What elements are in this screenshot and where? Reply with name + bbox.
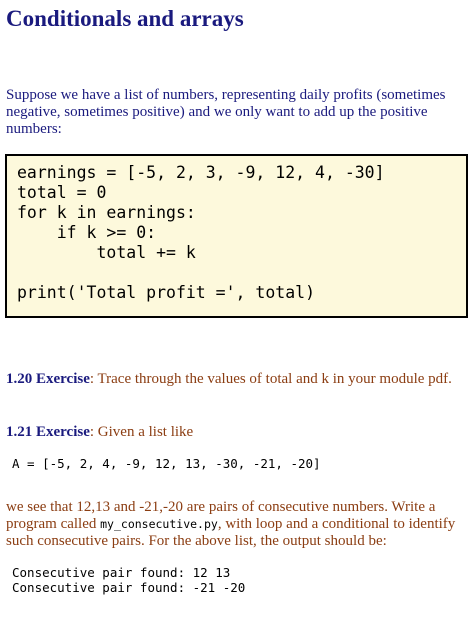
intro-paragraph: Suppose we have a list of numbers, representing daily profits (sometimes negative, sometimes positive) and we only want to add up the positive numbers: [6,87,446,137]
description-before: we see that 12,13 and -21,-20 are pairs of consecutive numbers. Write a program called [6,499,436,532]
code-block-text: earnings = [-5, 2, 3, -9, 12, 4, -30] total = 0 for k in earnings: if k >= 0: total += k print('Total profit =', total) [17,163,385,302]
list-example-code: A = [-5, 2, 4, -9, 12, 13, -30, -21, -20] [12,456,321,471]
exercise-1-21 [6,424,193,441]
exercise-1-20-label: 1.20 Exercise [6,371,90,387]
code-block [5,154,468,318]
exercise-1-20 [6,371,452,388]
filename-code: my_consecutive.py [100,517,218,531]
exercise-1-21-description [6,499,468,550]
page-title: Conditionals and arrays [6,6,244,31]
expected-output-code: Consecutive pair found: 12 13 Consecutive pair found: -21 -20 [12,565,246,595]
exercise-1-21-label: 1.21 Exercise [6,424,90,440]
exercise-1-21-text: : Given a list like [89,424,194,440]
exercise-1-20-text: : Trace through the values of total and k in your module pdf. [89,371,452,387]
description-after: , with loop and a conditional to identify such consecutive pairs. For the above list, the output should be: [6,516,456,549]
